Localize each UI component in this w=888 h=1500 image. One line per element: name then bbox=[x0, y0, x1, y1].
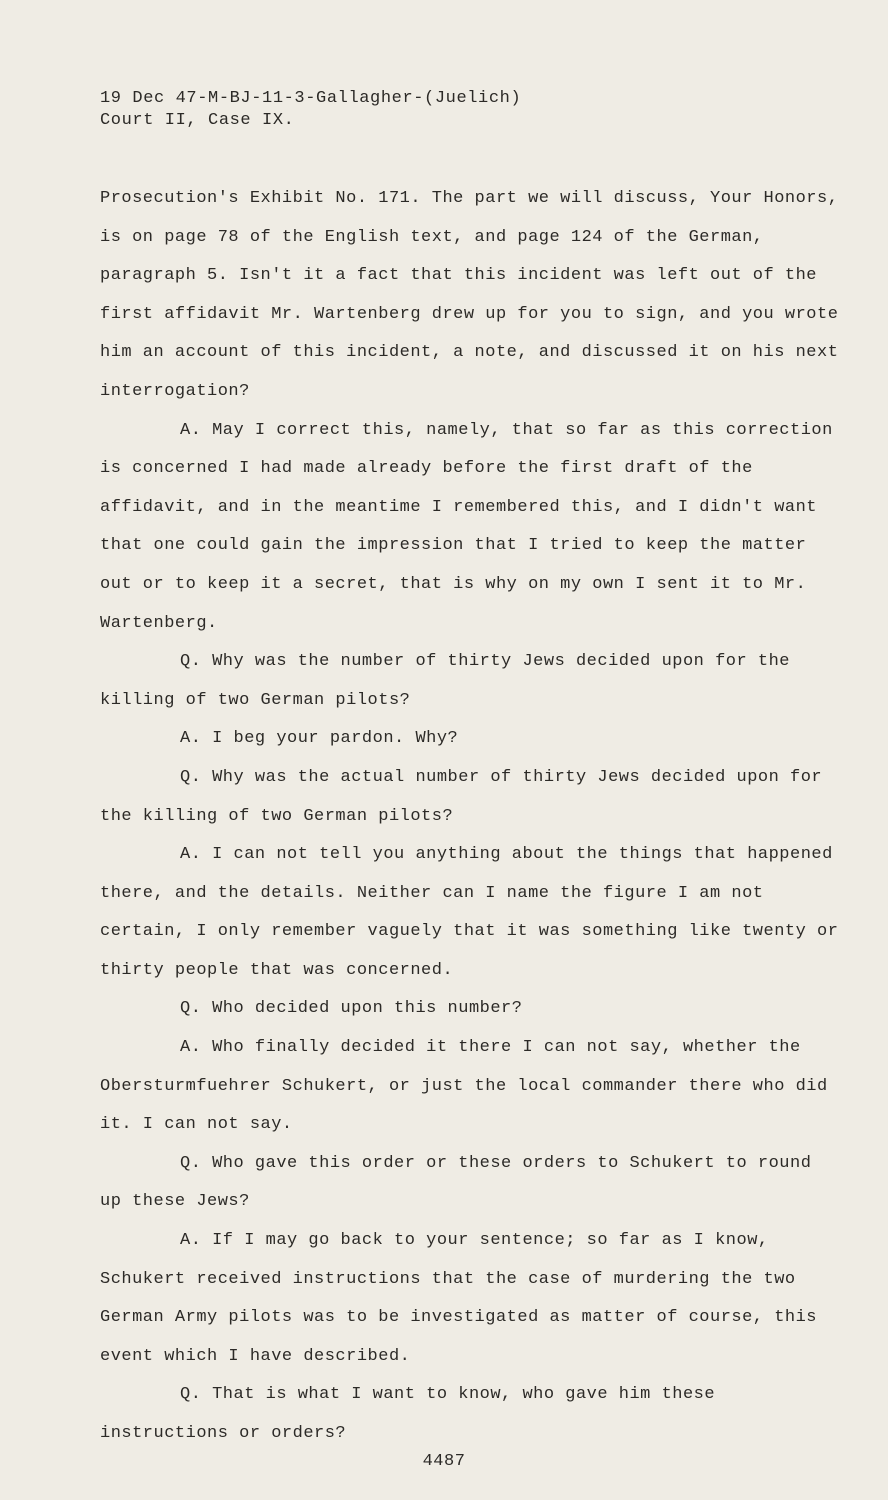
paragraph-text: Who finally decided it there I can not say, whether the Obersturmfuehrer Schukert, or just the local commander there who did it. I can not say. bbox=[100, 1038, 828, 1135]
paragraph-text: That is what I want to know, who gave him these instructions or orders? bbox=[100, 1385, 716, 1443]
header-line-1: 19 Dec 47-M-BJ-11-3-Gallagher-(Juelich) bbox=[100, 89, 522, 108]
question-paragraph bbox=[100, 759, 840, 836]
speaker-label: A. bbox=[180, 729, 202, 749]
paragraph-text: I beg your pardon. Why? bbox=[212, 729, 459, 749]
question-paragraph bbox=[100, 1145, 840, 1222]
paragraph-text: Who gave this order or these orders to Schukert to round up these Jews? bbox=[100, 1153, 812, 1212]
question-paragraph bbox=[100, 643, 840, 720]
speaker-label: A. bbox=[180, 1231, 202, 1251]
speaker-label: Q. bbox=[180, 767, 202, 787]
answer-paragraph bbox=[100, 412, 840, 644]
speaker-label: Q. bbox=[180, 1385, 202, 1405]
page-number: 4487 bbox=[422, 1452, 466, 1471]
transcript-body bbox=[100, 180, 840, 1454]
answer-paragraph bbox=[100, 1029, 840, 1145]
question-paragraph bbox=[100, 1376, 840, 1453]
speaker-label: Q. bbox=[180, 652, 202, 672]
document-header bbox=[100, 88, 521, 132]
paragraph-text: I can not tell you anything about the things that happened there, and the details. Neither can I name the figure I am not certain, I only remember vaguely that it was something like twenty or thirty people that was concerned. bbox=[100, 845, 839, 980]
answer-paragraph bbox=[100, 720, 840, 759]
paragraph-text: Prosecution's Exhibit No. 171. The part we will discuss, Your Honors, is on page 78 of the English text, and page 124 of the German, paragraph 5. Isn't it a fact that this incident was left out of the first affidavit Mr. Wartenberg drew up for you to sign, and you wrote him an account of this incident, a note, and discussed it on his next interrogation? bbox=[100, 189, 839, 401]
paragraph-continuation bbox=[100, 180, 840, 412]
paragraph-text: Why was the number of thirty Jews decided upon for the killing of two German pilots? bbox=[100, 652, 790, 710]
question-paragraph bbox=[100, 990, 840, 1029]
paragraph-text: May I correct this, namely, that so far as this correction is concerned I had made already before the first draft of the affidavit, and in the meantime I remembered this, and I didn't want that one could gain the impression that I tried to keep the matter out or to keep it a secret, that is why on my own I sent it to Mr. Wartenberg. bbox=[100, 420, 833, 633]
answer-paragraph bbox=[100, 836, 840, 990]
answer-paragraph bbox=[100, 1222, 840, 1376]
paragraph-text: Why was the actual number of thirty Jews decided upon for the killing of two German pilots? bbox=[100, 767, 823, 826]
speaker-label: Q. bbox=[180, 1153, 202, 1173]
paragraph-text: Who decided upon this number? bbox=[212, 999, 523, 1019]
speaker-label: A. bbox=[180, 420, 202, 440]
speaker-label: Q. bbox=[180, 999, 202, 1019]
header-line-2: Court II, Case IX. bbox=[100, 111, 295, 130]
paragraph-text: If I may go back to your sentence; so far as I know, Schukert received instructions that the case of murdering the two German Army pilots was to be investigated as matter of course, this event which I have described. bbox=[100, 1231, 818, 1366]
speaker-label: A. bbox=[180, 1038, 202, 1058]
speaker-label: A. bbox=[180, 845, 202, 865]
